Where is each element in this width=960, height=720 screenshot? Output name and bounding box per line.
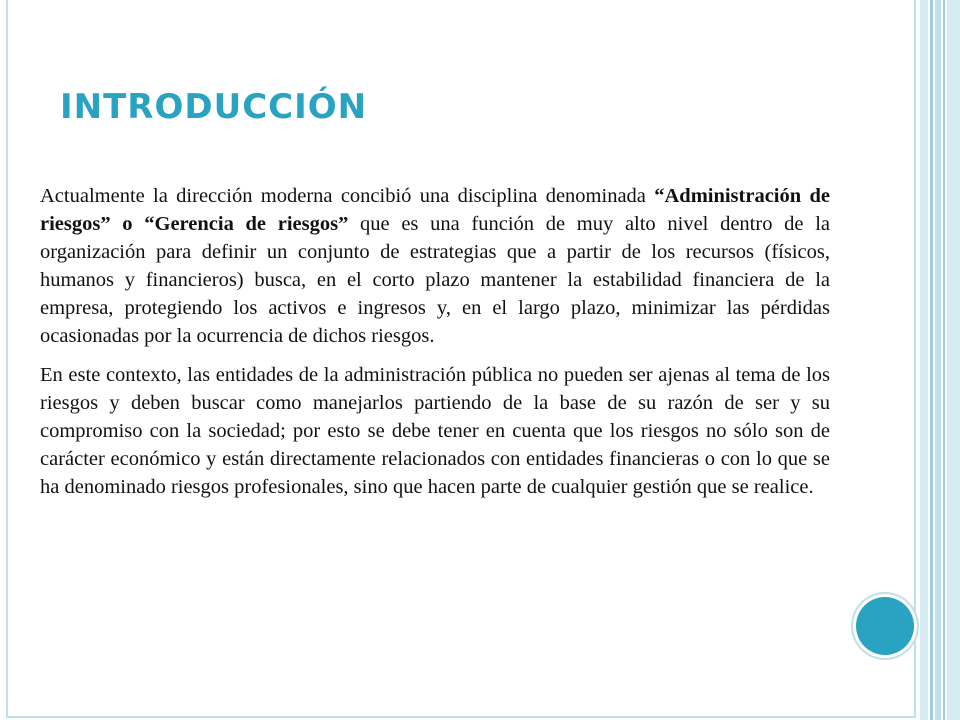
side-bar-2 xyxy=(930,0,933,720)
side-bar-4 xyxy=(943,0,945,720)
paragraph-1-lead: Actualmente la dirección moderna concibió una disciplina denominada xyxy=(40,185,655,207)
slide-title: introducción xyxy=(60,74,368,130)
accent-circle xyxy=(856,597,914,655)
slide-body xyxy=(40,182,830,512)
paragraph-1 xyxy=(40,182,830,350)
paragraph-1-emphasis: “Administración de riesgos” o “Gerencia de riesgos” xyxy=(40,185,830,235)
side-bar-3 xyxy=(935,0,941,720)
side-decoration xyxy=(920,0,960,720)
paragraph-2: En este contexto, las entidades de la administración pública no pueden ser ajenas al tema de los riesgos y deben buscar como manejarlos partiendo de la base de su razón de ser y su compromiso con la sociedad; por esto se debe tener en cuenta que los riesgos no sólo son de carácter económico y están directamente relacionados con entidades financieras o con lo que se ha denominado riesgos profesionales, sino que hacen parte de cualquier gestión que se realice. xyxy=(40,364,830,498)
paragraph-1-rest: que es una función de muy alto nivel dentro de la organización para definir un conjunto de estrategias que a partir de los recursos (físicos, humanos y financieros) busca, en el corto plazo mantener la estabilidad financiera de la empresa, protegiendo los activos e ingresos y, en el largo plazo, minimizar las pérdidas ocasionadas por la ocurrencia de dichos riesgos. xyxy=(40,213,830,347)
side-bar-1 xyxy=(920,0,928,720)
side-bar-5 xyxy=(947,0,960,720)
